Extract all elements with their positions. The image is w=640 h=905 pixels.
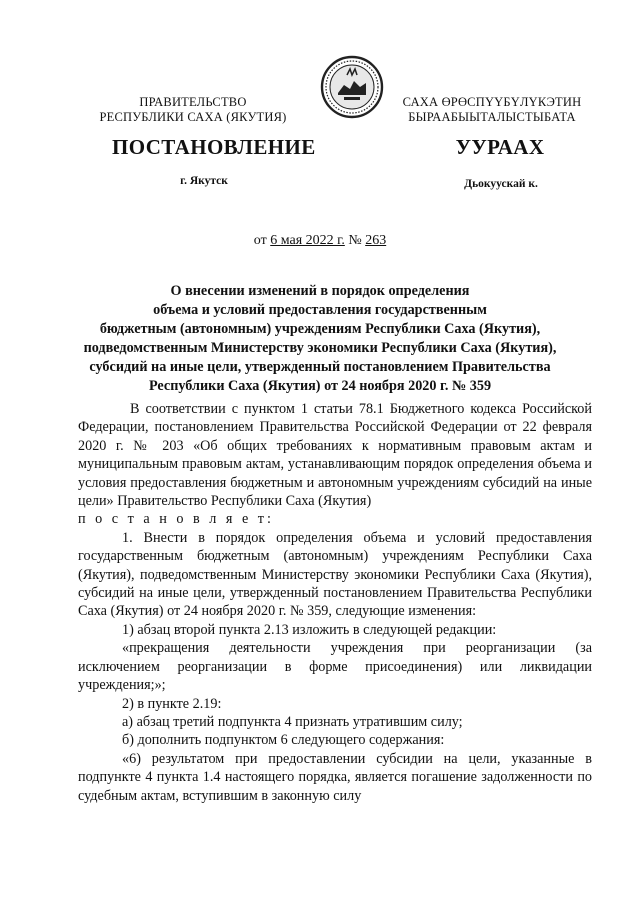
decree-word: п о с т а н о в л я е т: bbox=[78, 511, 274, 528]
subitem-2-paragraph: 2) в пункте 2.19: bbox=[122, 695, 222, 712]
quote-1-paragraph: «прекращения деятельности учреждения при реорганизации (за исключением реорганизации в форме присоединения) или ликвидации учреждения;»; bbox=[78, 640, 592, 694]
subject-line: объема и условий предоставления государственным bbox=[153, 302, 487, 318]
header-right-line1: САХА ӨРӨСПҮҮБҮЛҮКЭТИН bbox=[402, 95, 582, 109]
subitem-1-paragraph: 1) абзац второй пункта 2.13 изложить в следующей редакции: bbox=[122, 621, 497, 638]
city-right: Дьокуускай к. bbox=[464, 178, 538, 190]
header-left-line2: РЕСПУБЛИКИ САХА (ЯКУТИЯ) bbox=[99, 110, 287, 124]
quote-2-paragraph: «6) результатом при предоставлении субсидии на цели, указанные в подпункте 4 пункта 1.4 настоящего порядка, является погашение задолженности по судебным актам, вступившим в законную силу bbox=[78, 750, 592, 804]
decree-subject bbox=[78, 282, 562, 396]
item-1-paragraph: 1. Внести в порядок определения объема и условий предоставления государственным бюджетным (автономным) учреждениям Республики Саха (Якутия), подведомственным Министерству экономики Республики Саха (Якутия), субсидий на иные цели, утвержденный постановлением Правительства Республики Саха (Якутия) от 24 ноября 2020 г. № 359, следующие изменения: bbox=[78, 529, 592, 620]
header-right-line2: БЫРААБЫЫТАЛЫСТЫБАТА bbox=[408, 110, 576, 124]
subject-line: субсидий на иные цели, утвержденный постановлением Правительства bbox=[89, 359, 551, 375]
header-left-line1: ПРАВИТЕЛЬСТВО bbox=[139, 95, 247, 109]
coat-of-arms-sakha-icon bbox=[320, 55, 384, 119]
decree-date: 6 мая 2022 г. bbox=[270, 233, 345, 248]
decree-date-line bbox=[200, 233, 440, 249]
subject-line: подведомственным Министерству экономики Республики Саха (Якутия), bbox=[83, 340, 557, 356]
number-prefix: № bbox=[344, 233, 366, 248]
subitem-2a-paragraph: а) абзац третий подпункта 4 признать утратившим силу; bbox=[122, 713, 463, 730]
preamble-paragraph: В соответствии с пунктом 1 статьи 78.1 Бюджетного кодекса Российской Федерации, постановлением Правительства Российской Федерации от 22 февраля 2020 г. № 203 «Об общих требованиях к нормативным правовым актам и муниципальным правовым актам, устанавливающим порядок определения объема и условия предоставления бюджетным и автономным учреждениям субсидий на иные цели» Правительство Республики Саха (Якутия) bbox=[78, 401, 592, 510]
subject-line: О внесении изменений в порядок определения bbox=[170, 283, 470, 299]
header-right bbox=[392, 95, 592, 125]
subitem-2b-paragraph: б) дополнить подпунктом 6 следующего содержания: bbox=[122, 732, 445, 749]
title-left: ПОСТАНОВЛЕНИЕ bbox=[112, 135, 316, 159]
subject-line: Республики Саха (Якутия) от 24 ноября 2020 г. № 359 bbox=[148, 378, 492, 394]
decree-body bbox=[78, 400, 592, 805]
subject-line: бюджетным (автономным) учреждениям Республики Саха (Якутия), bbox=[99, 321, 541, 337]
header-left bbox=[88, 95, 298, 125]
decree-number: 263 bbox=[365, 233, 387, 248]
city-left: г. Якутск bbox=[180, 175, 228, 187]
title-right: УУРААХ bbox=[455, 135, 545, 159]
date-prefix: от bbox=[253, 233, 271, 248]
